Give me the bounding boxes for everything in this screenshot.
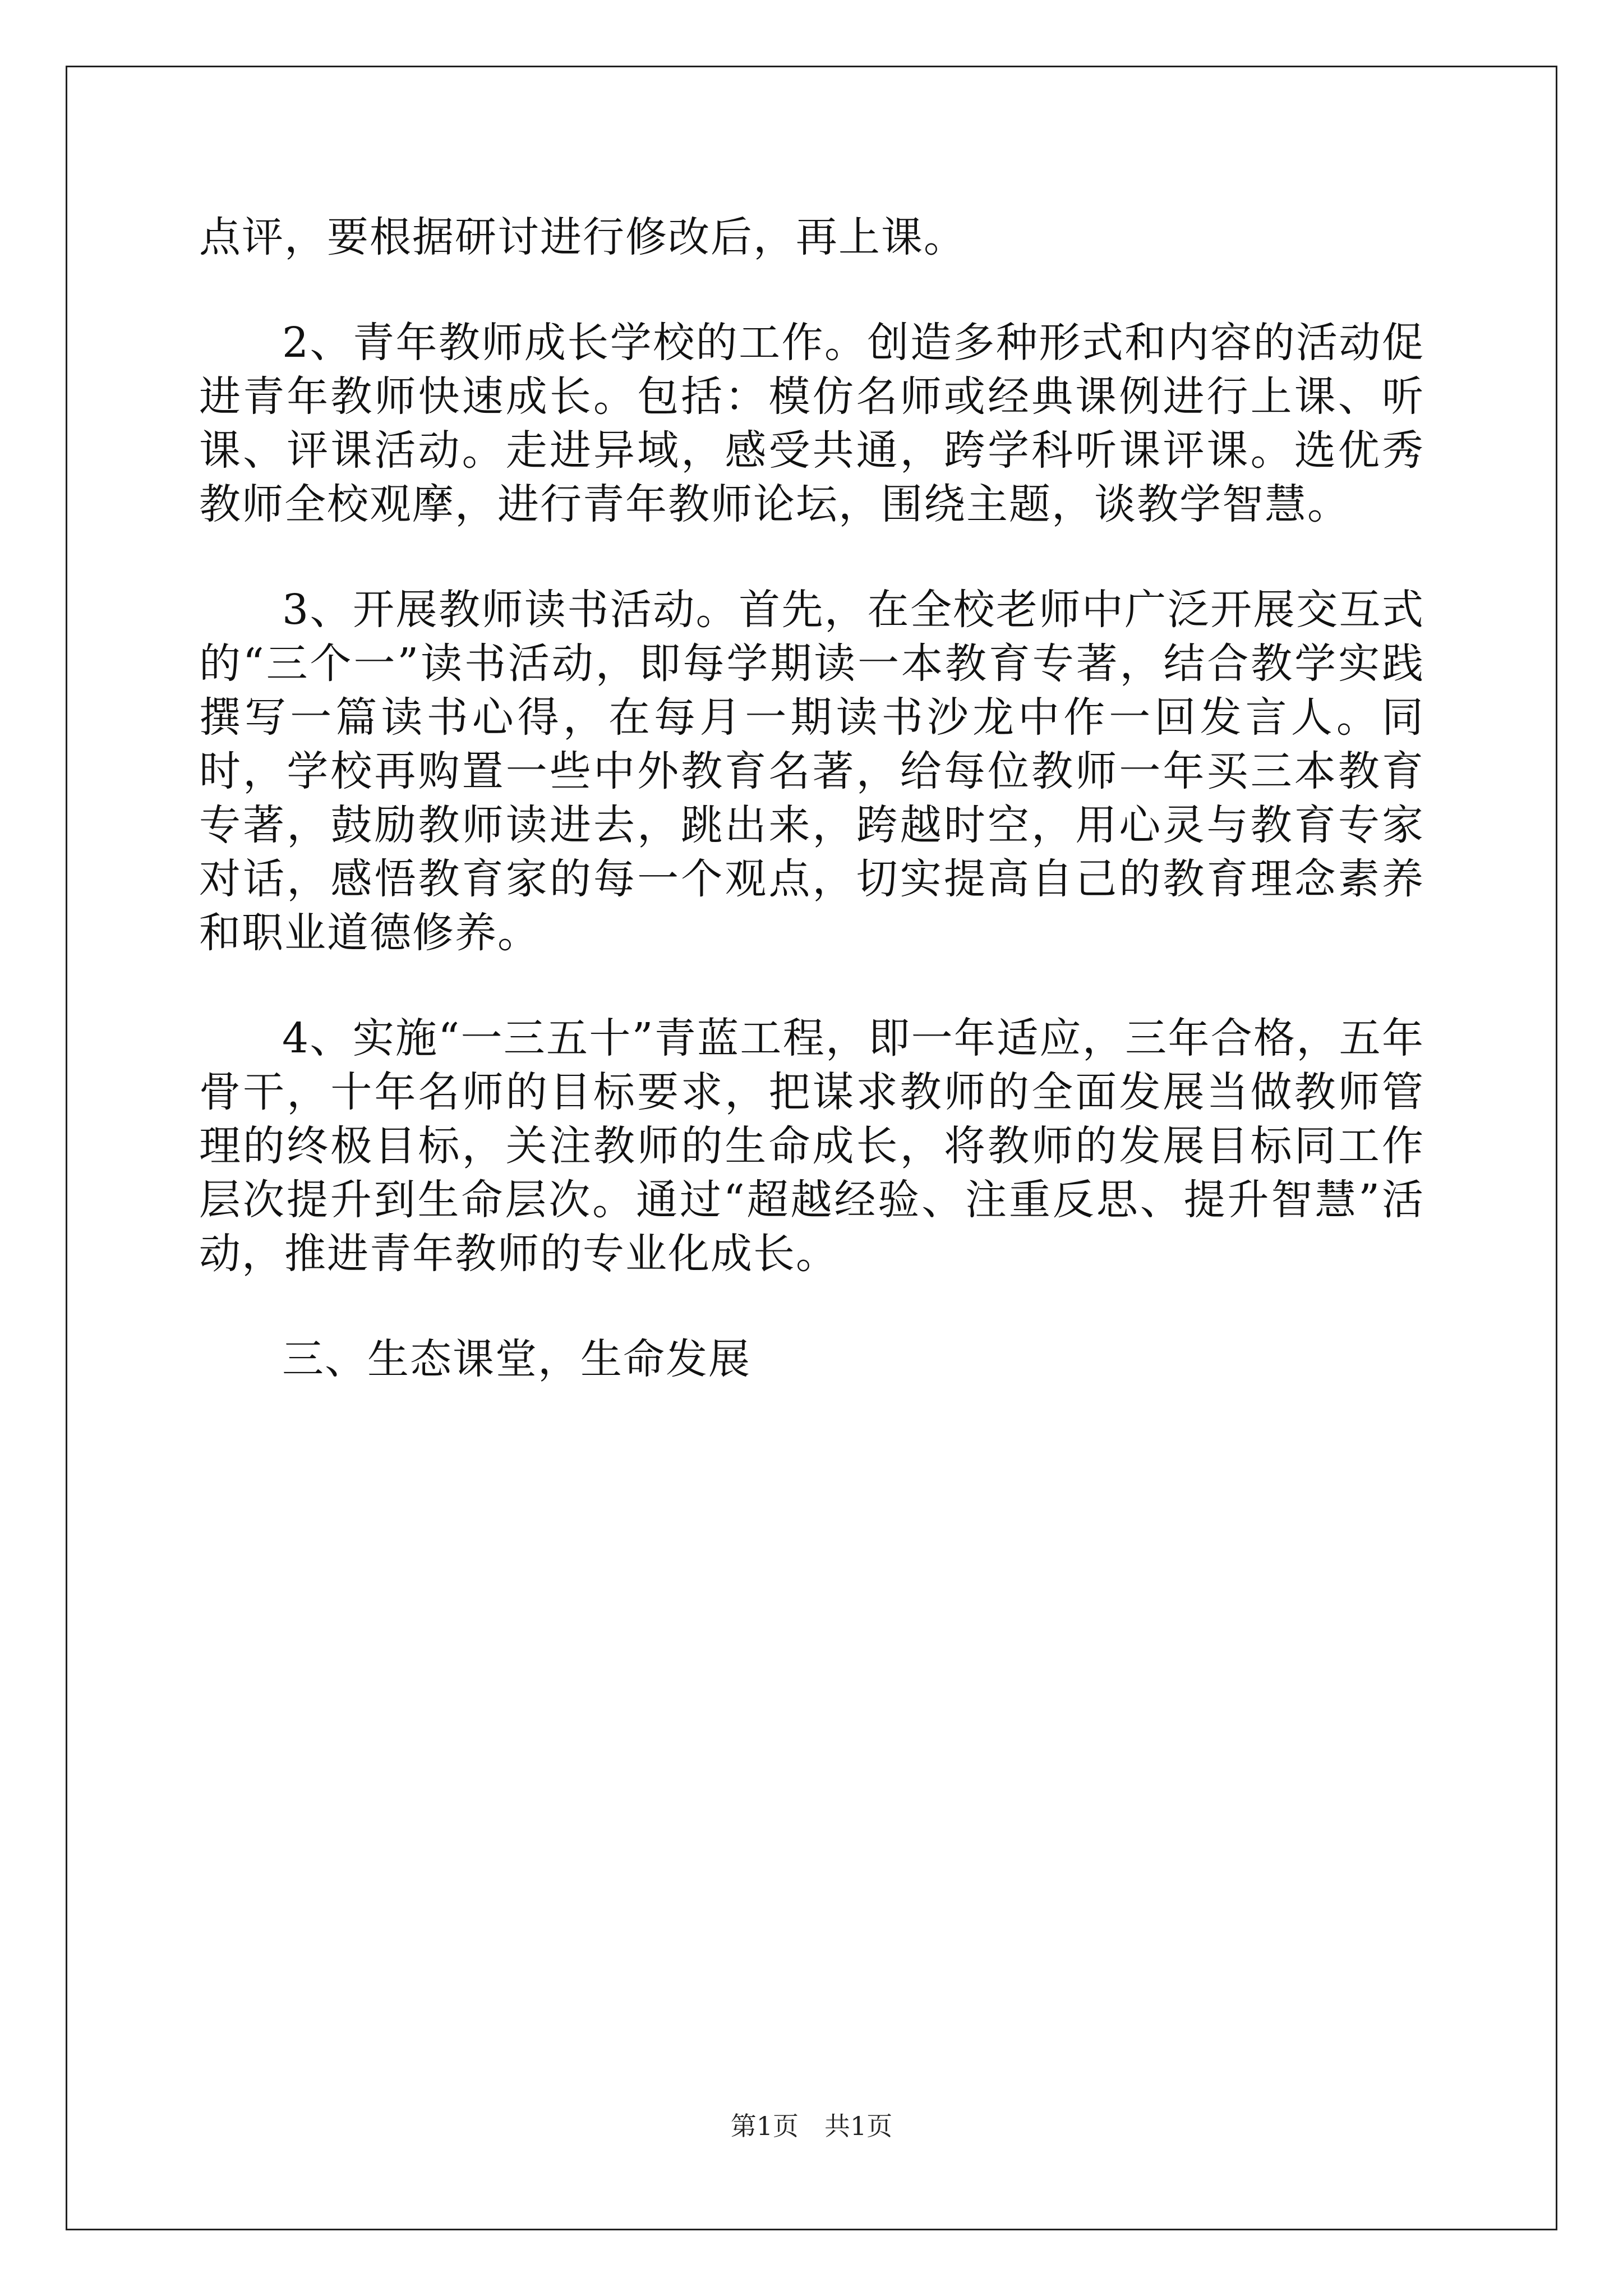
paragraph-3: 3、开展教师读书活动。首先，在全校老师中广泛开展交互式的“三个一”读书活动，即每学期读一本教育专著，结合教学实践撰写一篇读书心得，在每月一期读书沙龙中作一回发言人。同时，学校再购置一些中外教育名著，给每位教师一年买三本教育专著，鼓励教师读进去，跳出来，跨越时空，用心灵与教育专家对话，感悟教育家的每一个观点，切实提高自己的教育理念素养和职业道德修养。: [199, 586, 1424, 957]
page-footer: 第1页 共1页: [730, 2111, 893, 2141]
document-body: [199, 210, 1424, 1438]
section-heading: 三、生态课堂，生命发展: [282, 1335, 751, 1383]
paragraph-4: 4、实施“一三五十”青蓝工程，即一年适应，三年合格，五年骨干，十年名师的目标要求，把谋求教师的全面发展当做教师管理的终极目标，关注教师的生命成长，将教师的发展目标同工作层次提升到生命层次。通过“超越经验、注重反思、提升智慧”活动，推进青年教师的专业化成长。: [199, 1014, 1424, 1278]
paragraph-1: 点评，要根据研讨进行修改后，再上课。: [199, 213, 966, 261]
paragraph-2: 2、青年教师成长学校的工作。创造多种形式和内容的活动促进青年教师快速成长。包括：模仿名师或经典课例进行上课、听课、评课活动。走进异域，感受共通，跨学科听课评课。选优秀教师全校观摩，进行青年教师论坛，围绕主题，谈教学智慧。: [199, 319, 1424, 528]
